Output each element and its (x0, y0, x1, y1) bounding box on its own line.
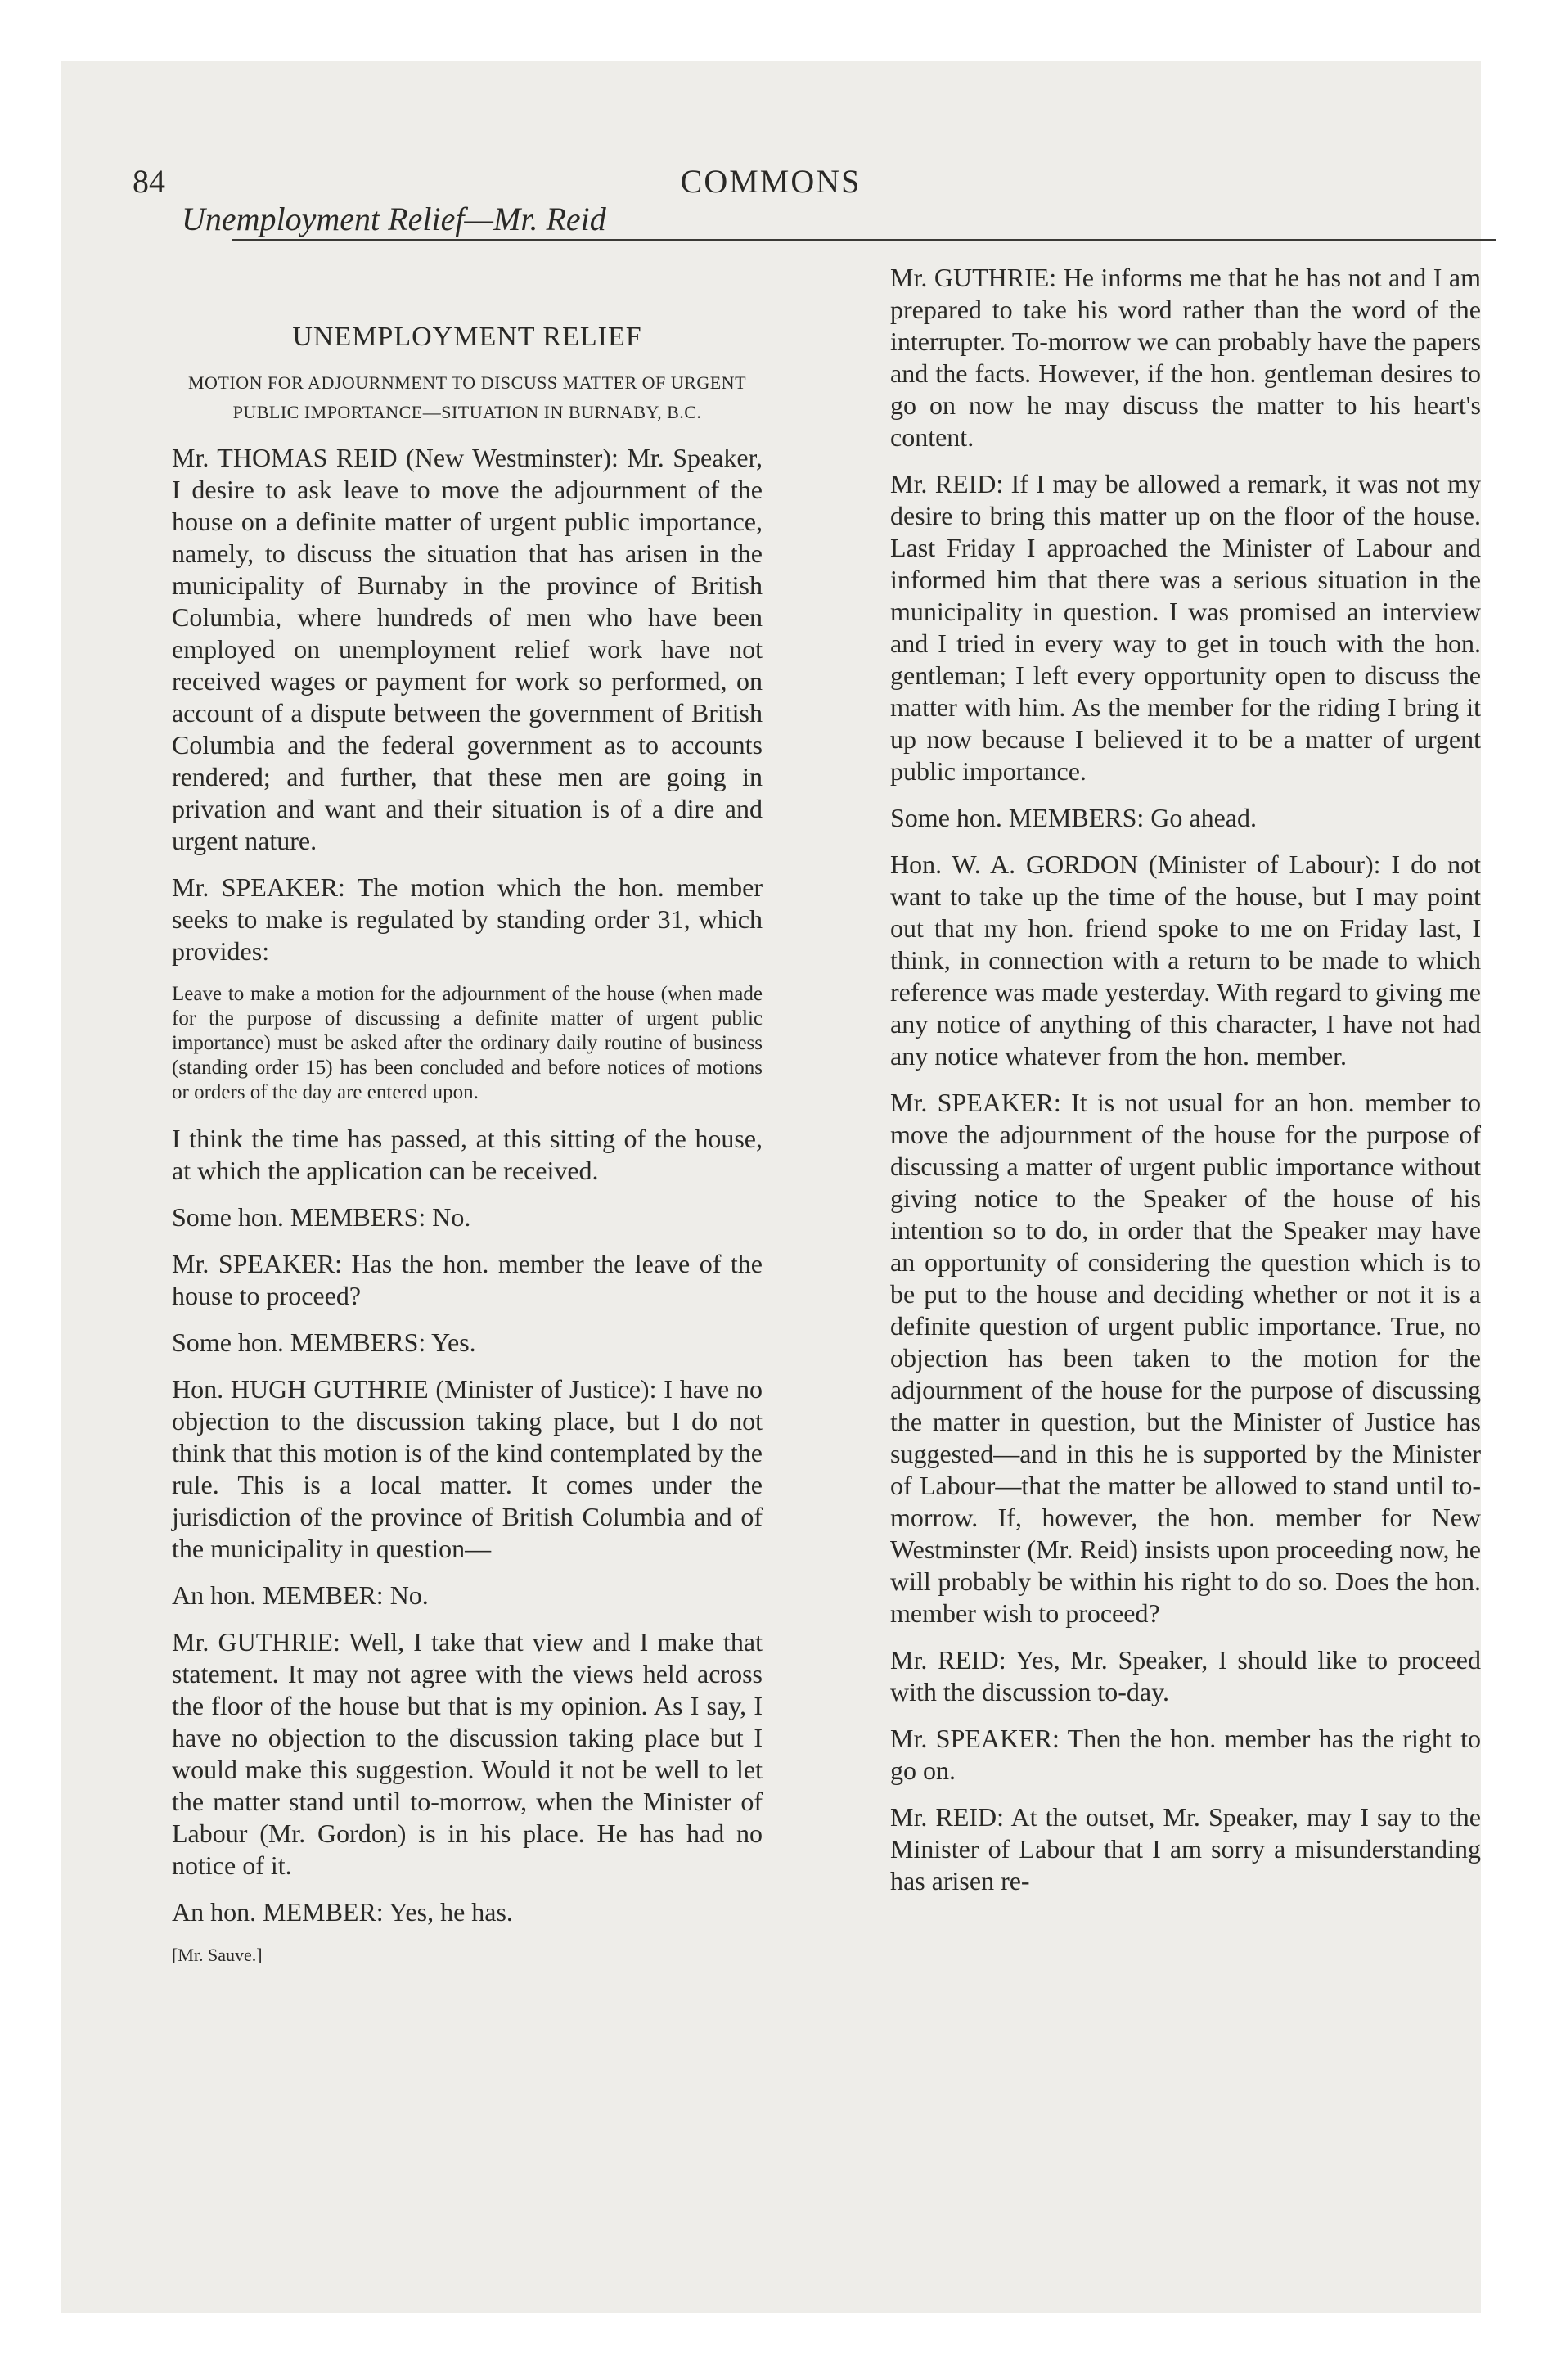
paragraph: Mr. GUTHRIE: Well, I take that view and I make that statement. It may not agree with the views held across the floor of the house but that is my opinion. As I say, I have no objection to the discussion taking place but I would make this suggestion. Would it not be well to let the matter stand until to-morrow, when the Minister of Labour (Mr. Gordon) is in his place. He has had no notice of it. (172, 1627, 763, 1880)
paragraph: Mr. SPEAKER: It is not usual for an hon. member to move the adjournment of the house for the purpose of discussing a matter of urgent public importance without giving notice to the Speaker of the house of his intention so to do, in order that the Speaker may have an opportunity of considering the question which is to be put to the house and deciding whether or not it is a definite question of urgent public importance. True, no objection has been taken to the motion for the adjournment of the house for the purpose of discussing the matter in question, but the Minister of Justice has suggested—and in this he is supported by the Minister of Labour—that the matter be allowed to stand until to-morrow. If, however, the hon. member for New Westminster (Mr. Reid) insists upon proceeding now, he will probably be within his right to do so. Does the hon. member wish to proceed? (890, 1088, 1481, 1628)
section-subtitle: MOTION FOR ADJOURNMENT TO DISCUSS MATTER OF URGENT PUBLIC IMPORTANCE—SITUATION IN BURNABY, B.C. (187, 372, 747, 422)
paragraph: Mr. GUTHRIE: He informs me that he has not and I am prepared to take his word rather than the word of the interrupter. To-morrow we can probably have the papers and the facts. However, if the hon. gentleman desires to go on now he may discuss the matter to his heart's content. (890, 263, 1481, 452)
footer-note: [Mr. Sauve.] (172, 1945, 263, 1965)
paragraph: Mr. REID: Yes, Mr. Speaker, I should like to proceed with the discussion to-day. (890, 1645, 1481, 1706)
paragraph: Mr. REID: At the outset, Mr. Speaker, may I say to the Minister of Labour that I am sorry a misunderstanding has arisen re- (890, 1802, 1481, 1895)
left-column (172, 262, 763, 1968)
paragraph: Hon. W. A. GORDON (Minister of Labour): I do not want to take up the time of the house, but I may point out that my hon. friend spoke to me on Friday last, I think, in connection with a return to be made to which reference was made yesterday. With regard to giving me any notice of anything of this character, I have not had any notice whatever from the hon. member. (890, 850, 1481, 1071)
page-number: 84 (133, 163, 165, 200)
paragraph: Hon. HUGH GUTHRIE (Minister of Justice): I have no objection to the discussion taking place, but I do not think that this motion is of the kind contemplated by the rule. This is a local matter. It comes under the jurisdiction of the province of British Columbia and of the municipality in question— (172, 1374, 763, 1563)
paragraph: An hon. MEMBER: Yes, he has. (172, 1897, 513, 1927)
paragraph: Mr. SPEAKER: The motion which the hon. member seeks to make is regulated by standing order 31, which provides: (172, 872, 763, 966)
paragraph: Some hon. MEMBERS: No. (172, 1202, 471, 1232)
section-title: UNEMPLOYMENT RELIEF (292, 322, 642, 352)
standing-order-quote: Leave to make a motion for the adjournment of the house (when made for the purpose of discussing a definite matter of urgent public importance) must be asked after the ordinary daily routine of business (standing order 15) has been concluded and before notices of motions or orders of the day are entered upon. (172, 983, 763, 1103)
paragraph: Mr. THOMAS REID (New Westminster): Mr. Speaker, I desire to ask leave to move the adjournment of the house on a definite matter of urgent public importance, namely, to discuss the situation that has arisen in the municipality of Burnaby in the province of British Columbia, where hundreds of men who have been employed on unemployment relief work have not received wages or payment for work so performed, on account of a dispute between the government of British Columbia and the federal government as to accounts rendered; and further, that these men are going in privation and want and their situation is of a dire and urgent nature. (172, 443, 763, 855)
paragraph: Mr. SPEAKER: Then the hon. member has the right to go on. (890, 1724, 1481, 1785)
right-column (890, 262, 1481, 1912)
running-head: COMMONS (680, 163, 862, 200)
paragraph: I think the time has passed, at this sitting of the house, at which the application can be received. (172, 1124, 763, 1185)
paragraph: An hon. MEMBER: No. (172, 1580, 429, 1610)
paragraph: Some hon. MEMBERS: Yes. (172, 1327, 476, 1357)
header-rule (232, 239, 1496, 241)
section-subhead: Unemployment Relief—Mr. Reid (182, 201, 606, 237)
paragraph: Mr. SPEAKER: Has the hon. member the leave of the house to proceed? (172, 1249, 763, 1310)
document-page (61, 61, 1481, 2313)
page-header (61, 61, 1481, 241)
paragraph: Mr. REID: If I may be allowed a remark, it was not my desire to bring this matter up on the floor of the house. Last Friday I approached the Minister of Labour and informed him that there was a serious situation in the municipality in question. I was promised an interview and I tried in every way to get in touch with the hon. gentleman; I left every opportunity open to discuss the matter with him. As the member for the riding I bring it up now because I believed it to be a matter of urgent public importance. (890, 469, 1481, 786)
paragraph: Some hon. MEMBERS: Go ahead. (890, 803, 1257, 832)
